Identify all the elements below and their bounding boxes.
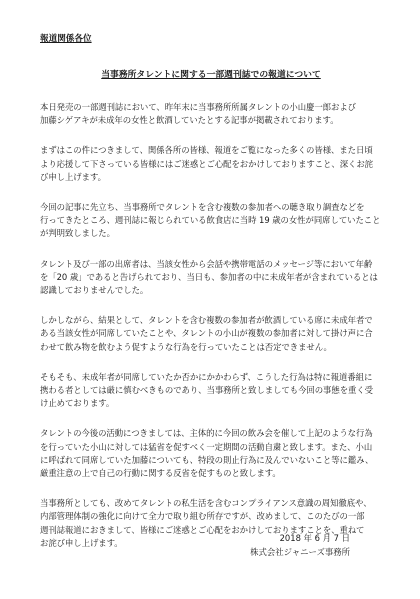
paragraph <box>40 144 382 184</box>
document-body <box>40 101 382 550</box>
paragraph-line: お詫び申し上げます。 <box>40 537 123 548</box>
paragraph-line: 認識しておりませんでした。 <box>40 285 149 296</box>
paragraph <box>40 371 382 411</box>
paragraph-line: け止めております。 <box>40 398 115 409</box>
paragraph-line: タレントの今後の活動につきましては、主体的に今回の飲み会を催して上記のような行為 <box>40 428 373 439</box>
paragraph-line: わせて飲み物を飲むよう促すような行為を行っていたことは否定できません。 <box>40 341 332 352</box>
paragraph-line: 当事務所としても、改めてタレントの私生活を含むコンプライアンス意識の周知徹底や、 <box>40 498 372 509</box>
paragraph-line: 週刊誌報道におきまして、皆様にご迷惑とご心配をおかけしておりますことを、重ねて <box>40 524 365 535</box>
signature-block <box>250 531 350 559</box>
paragraph-line: タレント及び一部の出席者は、当該女性から会話や携帯電話のメッセージ等において年齢 <box>40 258 373 269</box>
paragraph <box>40 314 382 354</box>
paragraph-line: び申し上げます。 <box>40 171 106 182</box>
issue-date: 2018 年 6 月 7 日 <box>279 533 350 543</box>
paragraph-line: より応援して下さっている皆様にはご迷惑とご心配をおかけしておりますこと、深くお詫 <box>40 158 373 169</box>
paragraph-line: に呼ばれて同席していた加藤についても、特段の則止行為に及んでいないこと等に鑑み、 <box>40 454 374 465</box>
paragraph <box>40 101 382 127</box>
paragraph <box>40 258 382 298</box>
document-title: 当事務所タレントに関する一部週刊誌での報道について <box>101 70 321 80</box>
paragraph-line: 内部管理体制の強化に向けて全力で取り組む所存ですが、改めまして、このたびの一部 <box>40 511 365 522</box>
paragraph-line: を行っていた小山に対しては猛省を促すべく一定期間の活動自粛と致します。また、小山 <box>40 441 373 452</box>
paragraph-line: しかしながら、結果として、タレントを含む複数の参加者が飲酒している席に未成年者で <box>40 315 373 326</box>
paragraph-line: そもそも、未成年者が同席していたか否かにかかわらず、こうした行為は特に報道番組に <box>40 371 373 382</box>
company-name: 株式会社ジャニーズ事務所 <box>250 547 350 557</box>
paragraph-line: 今回の記事に先立ち、当事務所でタレントを含む複数の参加者への聴き取り調査などを <box>40 202 365 213</box>
paragraph-line: を「20 歳」であると告げられており、当日も、参加者の中に未成年者が含まれているとは <box>40 271 378 282</box>
paragraph-line: まずはこの件につきまして、関係各所の皆様、報道をご覧になった多くの皆様、また日頃 <box>40 145 373 156</box>
paragraph <box>40 427 382 480</box>
paragraph-line: 加藤シゲアキが未成年の女性と飲酒していたとする記事が掲載されております。 <box>40 115 339 126</box>
paragraph <box>40 201 382 241</box>
paragraph-line: 本日発売の一部週刊誌において、昨年末に当事務所所属タレントの小山慶一郎および <box>40 102 356 112</box>
paragraph-line: 厳重注意の上で自己の行動に関する反省を促すものと致します。 <box>40 468 281 479</box>
paragraph-line: ある当該女性が同席していたことや、タレントの小山が複数の参加者に対して掛け声に合 <box>40 328 373 339</box>
addressee: 報道関係各位 <box>40 34 92 44</box>
paragraph-line: 携わる者としては厳に慎むべきものであり、当事務所と致しましても今回の事態を重く受 <box>40 385 373 396</box>
paragraph-line: が判明致しました。 <box>40 228 115 239</box>
paragraph-line: 行ってきたところ、週刊誌に報じられている飲食店に当時 19 歳の女性が同席していたこと <box>40 215 381 226</box>
